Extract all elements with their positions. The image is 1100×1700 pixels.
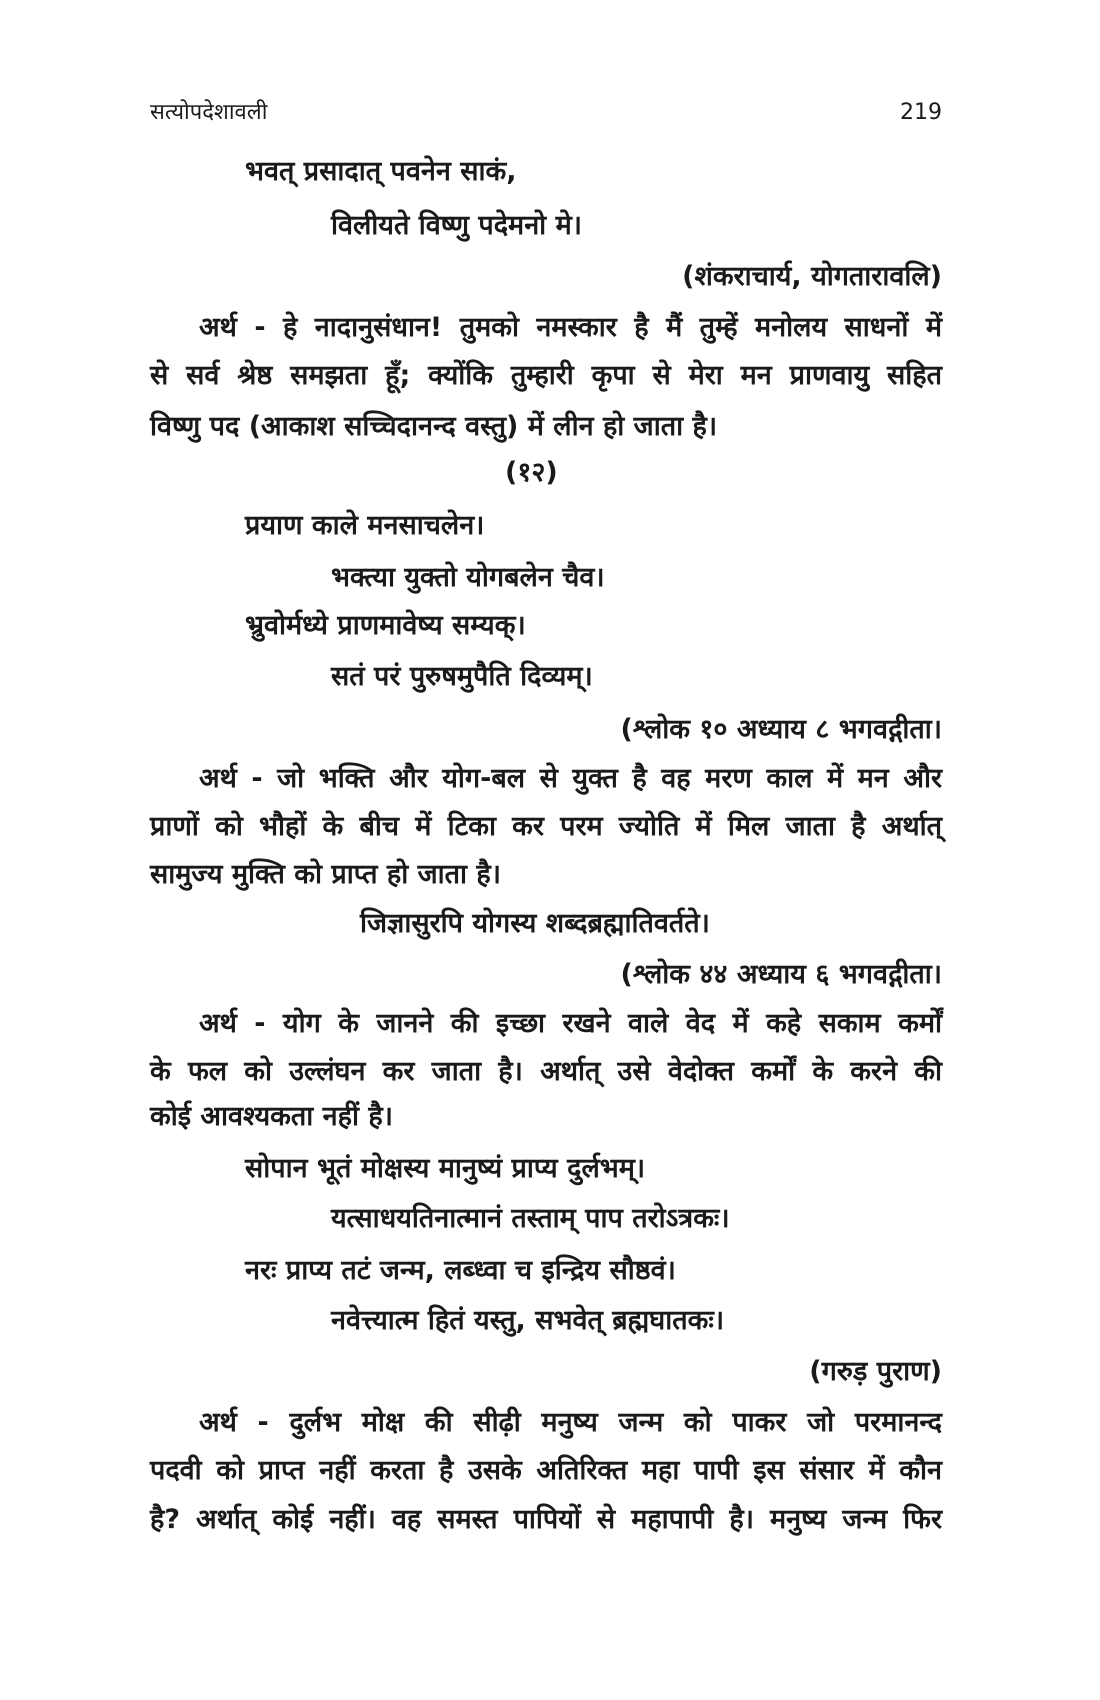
meaning-paragraph-line: कोई आवश्यकता नहीं है। [150, 1101, 393, 1132]
meaning-paragraph-line: पदवी को प्राप्त नहीं करता है उसके अतिरिक्त महा पापी इस संसार में कौन [150, 1455, 942, 1486]
meaning-paragraph-line: प्राणों को भौहों के बीच में टिका कर परम ज्योति में मिल जाता है अर्थात् [150, 811, 942, 842]
verse-line: सोपान भूतं मोक्षस्य मानुष्यं प्राप्य दुर्लभम्। [245, 1153, 646, 1184]
meaning-paragraph-line: है? अर्थात् कोई नहीं। वह समस्त पापियों से महापापी है। मनुष्य जन्म फिर [150, 1504, 942, 1535]
meaning-paragraph-line: सामुज्य मुक्ति को प्राप्त हो जाता है। [150, 859, 501, 890]
verse-line: नरः प्राप्य तटं जन्म, लब्ध्वा च इन्द्रिय सौष्ठवं। [245, 1255, 676, 1286]
verse-line: जिज्ञासुरपि योगस्य शब्दब्रह्मातिवर्तते। [360, 908, 710, 939]
citation: (गरुड़ पुराण) [809, 1356, 942, 1387]
verse-line: भक्त्या युक्तो योगबलेन चैव। [331, 562, 605, 593]
page-number: 219 [900, 100, 942, 125]
citation: (शंकराचार्य, योगतारावलि) [682, 261, 942, 292]
running-title: सत्योपदेशावली [150, 100, 268, 125]
meaning-paragraph-line: विष्णु पद (आकाश सच्चिदानन्द वस्तु) में लीन हो जाता है। [150, 411, 718, 442]
meaning-paragraph-line: अर्थ - हे नादानुसंधान! तुमको नमस्कार है मैं तुम्हें मनोलय साधनों में [199, 312, 942, 343]
meaning-paragraph-line: अर्थ - जो भक्ति और योग-बल से युक्त है वह मरण काल में मन और [199, 763, 942, 794]
citation: (श्लोक १० अध्याय ८ भगवद्गीता। [620, 714, 942, 745]
verse-line: नवेत्त्यात्म हितं यस्तु, सभवेत् ब्रह्मघातकः। [331, 1305, 725, 1336]
meaning-paragraph-line: अर्थ - योग के जानने की इच्छा रखने वाले वेद में कहे सकाम कर्मों [199, 1008, 942, 1039]
section-number: (१२) [505, 457, 558, 488]
verse-line: भवत् प्रसादात् पवनेन साकं, [245, 156, 517, 187]
verse-line: प्रयाण काले मनसाचलेन। [245, 510, 485, 541]
meaning-paragraph-line: से सर्व श्रेष्ठ समझता हूँ; क्योंकि तुम्हारी कृपा से मेरा मन प्राणवायु सहित [150, 360, 942, 391]
meaning-paragraph-line: के फल को उल्लंघन कर जाता है। अर्थात् उसे वेदोक्त कर्मों के करने की [150, 1056, 942, 1087]
verse-line: यत्साधयतिनात्मानं तस्ताम् पाप तरोऽत्रकः। [331, 1203, 730, 1234]
verse-line: भ्रुवोर्मध्ये प्राणमावेष्य सम्यक्। [245, 610, 526, 641]
verse-line: सतं परं पुरुषमुपैति दिव्यम्। [331, 661, 593, 692]
meaning-paragraph-line: अर्थ - दुर्लभ मोक्ष की सीढ़ी मनुष्य जन्म को पाकर जो परमानन्द [199, 1407, 942, 1438]
verse-line: विलीयते विष्णु पदेमनो मे। [331, 210, 582, 241]
citation: (श्लोक ४४ अध्याय ६ भगवद्गीता। [620, 959, 942, 990]
